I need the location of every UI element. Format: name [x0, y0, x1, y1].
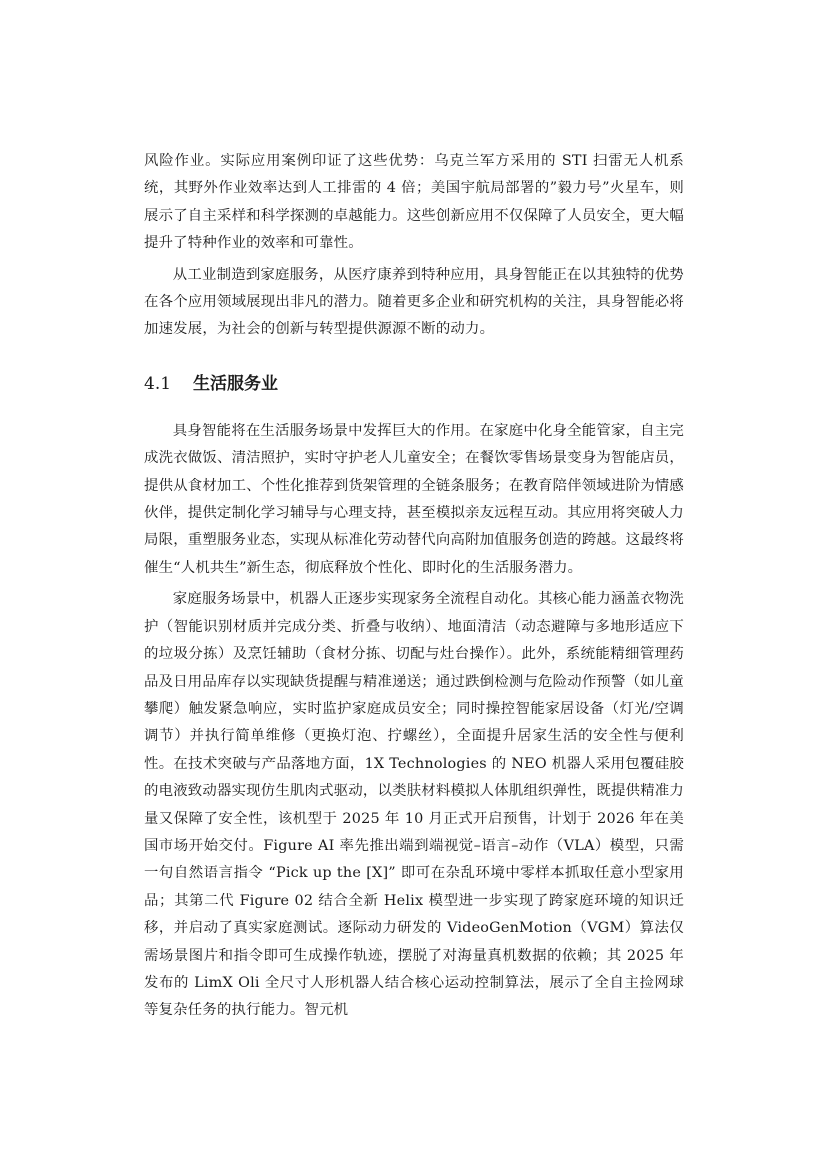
paragraph-intro-2: 从工业制造到家庭服务，从医疗康养到特种应用，具身智能正在以其独特的优势在各个应用领域展现出非凡的潜力。随着更多企业和研究机构的关注，具身智能必将加速发展，为社会的创新与转型提供源源不断的动力。 — [144, 266, 684, 338]
paragraph-intro-1: 风险作业。实际应用案例印证了这些优势：乌克兰军方采用的 STI 扫雷无人机系统，其野外作业效率达到人工排雷的 4 倍；美国宇航局部署的”毅力号”火星车，则展示了自主采样和科学探测的卓越能力。这些创新应用不仅保障了人员安全，更大幅提升了特种作业的效率和可靠性。 — [144, 153, 684, 252]
paragraph-section-1: 具身智能将在生活服务场景中发挥巨大的作用。在家庭中化身全能管家，自主完成洗衣做饭、清洁照护，实时守护老人儿童安全；在餐饮零售场景变身为智能店员，提供从食材加工、个性化推荐到货架管理的全链条服务；在教育陪伴领域进阶为情感伙伴，提供定制化学习辅导与心理支持，甚至模拟亲友远程互动。其应用将突破人力局限，重塑服务业态，实现从标准化劳动替代向高附加值服务创造的跨越。这最终将催生“人机共生”新生态，彻底释放个性化、即时化的生活服务潜力。 — [144, 422, 684, 576]
section-number: 4.1 — [144, 373, 172, 394]
page-content — [144, 148, 684, 1025]
section-title: 生活服务业 — [193, 373, 279, 394]
section-heading — [144, 372, 684, 396]
paragraph-section-2: 家庭服务场景中，机器人正逐步实现家务全流程自动化。其核心能力涵盖衣物洗护（智能识别材质并完成分类、折叠与收纳）、地面清洁（动态避障与多地形适应下的垃圾分拣）及烹饪辅助（食材分拣、切配与灶台操作）。此外，系统能精细管理药品及日用品库存以实现缺货提醒与精准递送；通过跌倒检测与危险动作预警（如儿童攀爬）触发紧急响应，实时监护家庭成员安全；同时操控智能家居设备（灯光/空调调节）并执行简单维修（更换灯泡、拧螺丝），全面提升居家生活的安全性与便利性。在技术突破与产品落地方面，1X Technologies 的 NEO 机器人采用包覆硅胶的电液致动器实现仿生肌肉式驱动，以类肤材料模拟人体肌组织弹性，既提供精准力量又保障了安全性，该机型于 2025 年 10 月正式开启预售，计划于 2026 年在美国市场开始交付。Figure AI 率先推出端到端视觉–语言–动作（VLA）模型，只需一句自然语言指令 “Pick up the [X]” 即可在杂乱环境中零样本抓取任意小型家用品；其第二代 Figure 02 结合全新 Helix 模型进一步实现了跨家庭环境的知识迁移，并启动了真实家庭测试。逐际动力研发的 VideoGenMotion（VGM）算法仅需场景图片和指令即可生成操作轨迹，摆脱了对海量真机数据的依赖；其 2025 年发布的 LimX Oli 全尺寸人形机器人结合核心运动控制算法，展示了全自主捡网球等复杂任务的执行能力。智元机 — [144, 591, 684, 1019]
